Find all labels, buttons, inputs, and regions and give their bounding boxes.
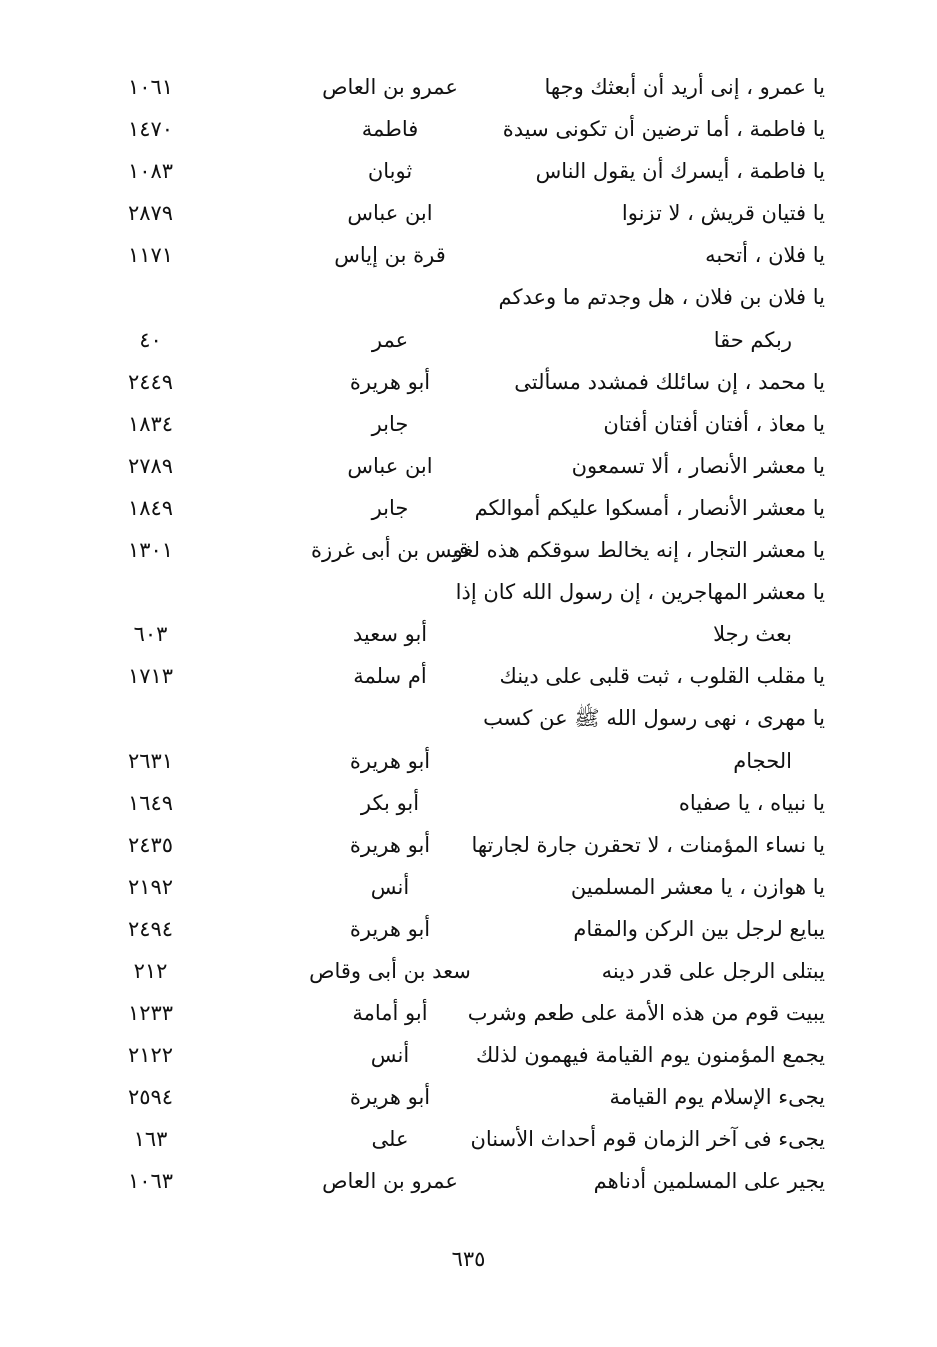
- hadith-text: يا فاطمة ، أيسرك أن يقول الناس: [535, 159, 825, 184]
- hadith-index-list: [0, 66, 937, 1203]
- narrator: ابن عباس: [347, 453, 433, 478]
- index-row: [0, 782, 937, 824]
- index-row: [0, 950, 937, 992]
- narrator: أبو هريرة: [349, 832, 431, 857]
- index-row: [0, 824, 937, 866]
- hadith-text: يا معاذ ، أفتان أفتان أفتان: [603, 411, 825, 436]
- narrator: عمرو بن العاص: [322, 1169, 458, 1194]
- narrator: عمرو بن العاص: [322, 75, 458, 99]
- hadith-number: ٢٥٩٤: [127, 1085, 174, 1110]
- hadith-text: يا معشر المهاجرين ، إن رسول الله كان إذا: [455, 580, 825, 605]
- hadith-text: يا نبياه ، يا صفياه: [678, 790, 825, 815]
- hadith-text: يا فتيان قريش ، لا تزنوا: [621, 201, 825, 226]
- hadith-text: الحجام: [733, 748, 792, 773]
- hadith-number: ١٣٠١: [127, 538, 174, 563]
- index-row: [0, 1118, 937, 1160]
- hadith-text: ربكم حقا: [713, 327, 792, 352]
- hadith-text: يا هوازن ، يا معشر المسلمين: [570, 874, 825, 899]
- hadith-number: ٦٠٣: [133, 622, 168, 647]
- narrator: أبو هريرة: [349, 916, 431, 941]
- hadith-text: يا فلان بن فلان ، هل وجدتم ما وعدكم: [498, 285, 825, 310]
- page-number: ٦٣٥: [451, 1247, 486, 1271]
- index-row: [0, 445, 937, 487]
- narrator: ابن عباس: [347, 201, 433, 226]
- index-row: [0, 319, 937, 361]
- hadith-number: ١١٧١: [127, 243, 174, 268]
- hadith-number: ١٧١٣: [127, 664, 174, 689]
- hadith-text: يجير على المسلمين أدناهم: [593, 1169, 825, 1194]
- index-row: [0, 740, 937, 782]
- index-row: [0, 487, 937, 529]
- hadith-number: ٢١٢: [133, 958, 168, 983]
- narrator: أنس: [370, 1043, 410, 1068]
- hadith-number: ٤٠: [139, 327, 162, 352]
- index-row: [0, 108, 937, 150]
- index-row: [0, 1034, 937, 1076]
- index-row: [0, 403, 937, 445]
- hadith-number: ٢٤٩٤: [127, 916, 174, 941]
- hadith-text: يجىء الإسلام يوم القيامة: [609, 1085, 825, 1110]
- index-row: [0, 1160, 937, 1202]
- index-row: [0, 992, 937, 1034]
- narrator: قيس بن أبى غرزة: [311, 538, 469, 563]
- hadith-number: ١٨٣٤: [127, 411, 174, 436]
- hadith-text: يا نساء المؤمنات ، لا تحقرن جارة لجارتها: [471, 832, 825, 857]
- index-row: [0, 66, 937, 108]
- hadith-number: ٢٤٣٥: [127, 832, 174, 857]
- hadith-number: ٢٤٤٩: [127, 369, 174, 394]
- hadith-number: ٢١٢٢: [127, 1043, 174, 1068]
- index-row: [0, 655, 937, 697]
- narrator: أبو هريرة: [349, 748, 431, 773]
- narrator: جابر: [371, 411, 409, 436]
- narrator: أبو أمامة: [352, 1001, 428, 1026]
- hadith-text: يا معشر الأنصار ، ألا تسمعون: [571, 453, 825, 478]
- narrator: قرة بن إياس: [334, 243, 446, 268]
- index-row: [0, 1076, 937, 1118]
- hadith-text: يبيت قوم من هذه الأمة على طعم وشرب: [467, 1001, 825, 1026]
- hadith-text: يا فاطمة ، أما ترضين أن تكونى سيدة: [502, 117, 825, 142]
- hadith-text: بعث رجلا: [713, 622, 792, 647]
- index-row: [0, 613, 937, 655]
- narrator: جابر: [371, 495, 409, 520]
- hadith-number: ٢٦٣١: [127, 748, 174, 773]
- narrator: ثوبان: [367, 159, 413, 184]
- hadith-number: ١٨٤٩: [127, 495, 174, 520]
- narrator: أم سلمة: [353, 664, 427, 689]
- narrator: أبو هريرة: [349, 1085, 431, 1110]
- narrator: عمر: [371, 327, 409, 352]
- hadith-text: يا فلان ، أتحبه: [705, 243, 825, 268]
- hadith-text: يجمع المؤمنون يوم القيامة فيهمون لذلك: [476, 1043, 825, 1068]
- narrator: فاطمة: [361, 117, 419, 142]
- index-row: [0, 150, 937, 192]
- index-row: [0, 529, 937, 571]
- index-row: [0, 361, 937, 403]
- narrator: أبو هريرة: [349, 369, 431, 394]
- narrator: أنس: [370, 874, 410, 899]
- hadith-number: ١٢٣٣: [127, 1001, 174, 1026]
- hadith-text: يا مهرى ، نهى رسول الله ﷺ عن كسب: [483, 706, 825, 731]
- narrator: أبو سعيد: [352, 622, 428, 647]
- hadith-text: يا معشر التجار ، إنه يخالط سوقكم هذه لغو: [452, 538, 825, 563]
- hadith-text: يا محمد ، إن سائلك فمشدد مسألتى: [514, 369, 825, 394]
- hadith-text: يبتلى الرجل على قدر دينه: [601, 958, 825, 983]
- index-row: [0, 697, 937, 739]
- hadith-number: ١٠٦٣: [127, 1169, 174, 1194]
- hadith-number: ٢٨٧٩: [127, 201, 174, 226]
- hadith-text: يجىء فى آخر الزمان قوم أحداث الأسنان: [470, 1127, 825, 1152]
- hadith-number: ١٦٣: [133, 1127, 168, 1152]
- hadith-text: يا معشر الأنصار ، أمسكوا عليكم أموالكم: [474, 495, 825, 520]
- hadith-number: ٢٧٨٩: [127, 453, 174, 478]
- narrator: سعد بن أبى وقاص: [309, 958, 471, 983]
- narrator: على: [371, 1127, 409, 1152]
- hadith-text: يا عمرو ، إنى أريد أن أبعثك وجها: [544, 75, 825, 99]
- hadith-number: ٢١٩٢: [127, 874, 174, 899]
- hadith-number: ١٠٦١: [127, 75, 174, 99]
- index-row: [0, 866, 937, 908]
- hadith-text: يبايع لرجل بين الركن والمقام: [573, 916, 825, 941]
- narrator: أبو بكر: [360, 790, 420, 815]
- index-row: [0, 571, 937, 613]
- hadith-number: ١٤٧٠: [127, 117, 174, 142]
- hadith-number: ١٠٨٣: [127, 159, 174, 184]
- index-row: [0, 192, 937, 234]
- hadith-number: ١٦٤٩: [127, 790, 174, 815]
- index-row: [0, 908, 937, 950]
- index-row: [0, 234, 937, 276]
- index-row: [0, 276, 937, 318]
- hadith-text: يا مقلب القلوب ، ثبت قلبى على دينك: [499, 664, 825, 689]
